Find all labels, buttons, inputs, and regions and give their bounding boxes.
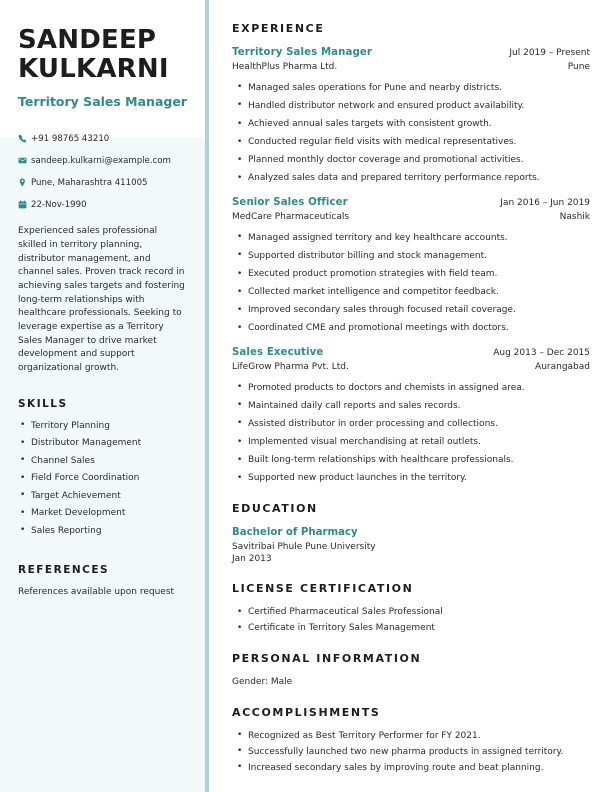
personal-information-section: [232, 652, 590, 689]
entry-subheader-row: [232, 62, 590, 74]
candidate-job-title: Territory Sales Manager: [18, 93, 187, 109]
accomplishments-heading: ACCOMPLISHMENTS: [232, 705, 381, 719]
list-item: • Field Force Coordination: [18, 472, 187, 485]
job-role: Territory Sales Manager: [232, 47, 373, 58]
references-heading: REFERENCES: [18, 564, 110, 577]
contact-item-birthdate: [18, 200, 187, 211]
candidate-name: [18, 26, 187, 85]
contact-phone-text: +91 98765 43210: [31, 133, 110, 144]
personal-information-heading: PERSONAL INFORMATION: [232, 652, 422, 666]
job-bullets: [232, 382, 590, 485]
list-item: • Analyzed sales data and prepared territory performance reports.: [232, 172, 590, 185]
list-item: • Built long-term relationships with healthcare professionals.: [232, 454, 590, 467]
column-divider: [205, 0, 209, 792]
list-item: • Supported distributor billing and stock management.: [232, 250, 590, 263]
entry-subheader-row: [232, 362, 590, 374]
contact-item-location: [18, 178, 187, 189]
sidebar: [0, 0, 205, 792]
job-organization: LifeGrow Pharma Pvt. Ltd.: [232, 362, 349, 373]
list-item: • Collected market intelligence and competitor feedback.: [232, 286, 590, 299]
list-item: • Successfully launched two new pharma products in assigned territory.: [232, 746, 590, 759]
list-item: • Distributor Management: [18, 437, 187, 450]
list-item: • Managed sales operations for Pune and nearby districts.: [232, 82, 590, 95]
education-section: [232, 502, 590, 566]
list-item: • Market Development: [18, 507, 187, 520]
list-item: • Promoted products to doctors and chemists in assigned area.: [232, 382, 590, 395]
accomplishments-list: [232, 730, 590, 775]
list-item: • Supported new product launches in the territory.: [232, 472, 590, 485]
list-item: • Maintained daily call reports and sales records.: [232, 400, 590, 413]
job-location: Aurangabad: [535, 362, 590, 373]
entry-header-row: [232, 346, 590, 360]
list-item: • Sales Reporting: [18, 525, 187, 538]
contact-item-phone: [18, 134, 187, 145]
job-bullets: [232, 82, 590, 185]
job-date: Jul 2019 – Present: [509, 48, 590, 58]
skills-heading: SKILLS: [18, 397, 68, 410]
phone-icon: [18, 134, 31, 143]
experience-heading: EXPERIENCE: [232, 22, 325, 35]
experience-entry: [232, 196, 590, 335]
list-item: • Target Achievement: [18, 490, 187, 503]
skills-list: [18, 420, 187, 538]
job-location: Pune: [567, 62, 590, 73]
experience-entry: [232, 346, 590, 485]
list-item: • Certificate in Territory Sales Management: [232, 622, 590, 635]
education-date: Jan 2013: [232, 553, 272, 564]
professional-summary: Experienced sales professional skilled in territory planning, distributor management, and channel sales. Proven track record in achieving sales targets and fostering long-term relationships with healthcare professionals. Seeking to leverage expertise as a Territory Sales Manager to drive market development and support organizational growth.: [18, 226, 185, 374]
location-icon: [18, 178, 31, 187]
job-organization: MedCare Pharmaceuticals: [232, 212, 350, 223]
list-item: • Certified Pharmaceutical Sales Professional: [232, 606, 590, 619]
job-organization: HealthPlus Pharma Ltd.: [232, 62, 338, 73]
main-content: [209, 0, 612, 792]
list-item: • Coordinated CME and promotional meetings with doctors.: [232, 322, 590, 335]
list-item: • Channel Sales: [18, 455, 187, 468]
list-item: • Territory Planning: [18, 420, 187, 433]
license-list: [232, 606, 590, 635]
job-date: Jan 2016 – Jun 2019: [500, 197, 590, 208]
accomplishments-section: [232, 706, 590, 775]
job-location: Nashik: [559, 212, 590, 223]
experience-section: [232, 22, 590, 485]
education-degree: Bachelor of Pharmacy: [232, 526, 358, 538]
list-item: • Conducted regular field visits with medical representatives.: [232, 136, 590, 149]
job-date: Aug 2013 – Dec 2015: [493, 347, 590, 358]
list-item: • Handled distributor network and ensured product availability.: [232, 100, 590, 113]
calendar-icon: [18, 200, 31, 209]
list-item: • Achieved annual sales targets with consistent growth.: [232, 118, 590, 131]
entry-header-row: [232, 46, 590, 60]
candidate-last-name: KULKARNI: [18, 54, 169, 85]
contact-list: [18, 134, 187, 212]
education-heading: EDUCATION: [232, 501, 318, 515]
list-item: • Implemented visual merchandising at retail outlets.: [232, 436, 590, 449]
list-item: • Improved secondary sales through focused retail coverage.: [232, 304, 590, 317]
list-item: • Recognized as Best Territory Performer for FY 2021.: [232, 730, 590, 743]
license-certification-section: [232, 582, 590, 635]
job-bullets: [232, 232, 590, 335]
contact-birthdate-text: 22-Nov-1990: [31, 200, 87, 211]
entry-subheader-row: [232, 212, 590, 224]
list-item: • Planned monthly doctor coverage and promotional activities.: [232, 154, 590, 167]
list-item: • Managed assigned territory and key healthcare accounts.: [232, 232, 590, 245]
education-institution: Savitribai Phule Pune University: [232, 541, 376, 552]
list-item: • Assisted distributor in order processing and collections.: [232, 418, 590, 431]
candidate-first-name: SANDEEP: [18, 25, 157, 55]
entry-header-row: [232, 196, 590, 210]
personal-gender: Gender: Male: [232, 677, 293, 688]
contact-location-text: Pune, Maharashtra 411005: [31, 177, 148, 188]
references-text: References available upon request: [18, 587, 175, 598]
list-item: • Executed product promotion strategies with field team.: [232, 268, 590, 281]
contact-item-email: [18, 156, 187, 167]
email-icon: [18, 156, 31, 165]
job-role: Senior Sales Officer: [232, 196, 348, 208]
experience-entry: [232, 46, 590, 185]
list-item: • Increased secondary sales by improving route and beat planning.: [232, 762, 590, 775]
license-certification-heading: LICENSE CERTIFICATION: [232, 582, 414, 596]
job-role: Sales Executive: [232, 346, 324, 358]
contact-email-text: sandeep.kulkarni@example.com: [31, 155, 171, 166]
